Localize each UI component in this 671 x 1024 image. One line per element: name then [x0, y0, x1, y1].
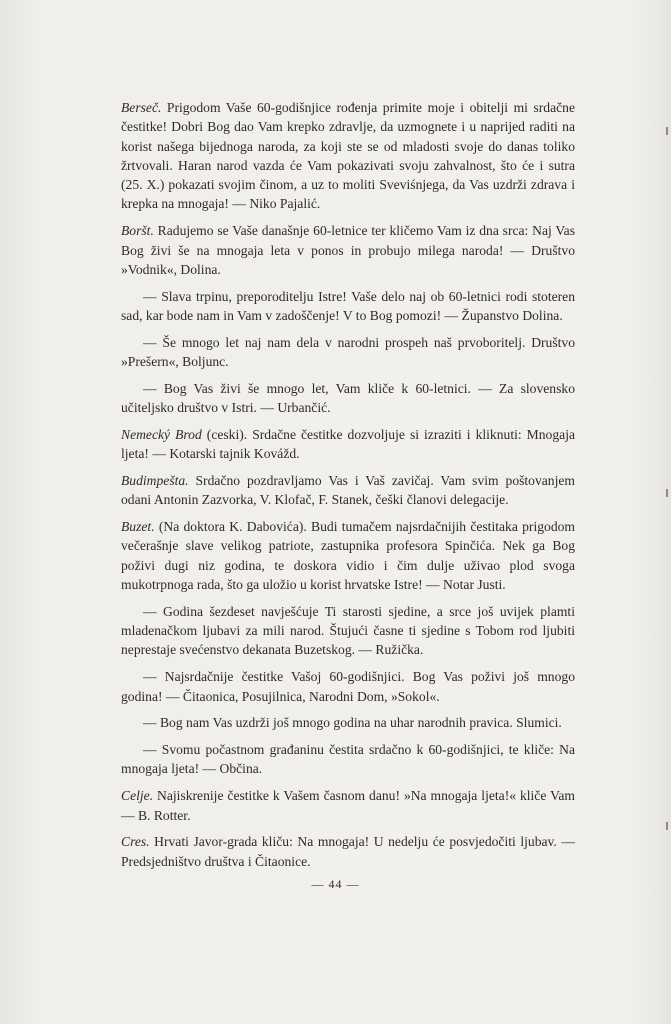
scan-edge-mark: [666, 822, 668, 830]
scan-edge-mark: [666, 127, 668, 135]
entry-text: Prigodom Vaše 60-godišnjice rođenja primite moje i obitelji mi srdačne čestitke! Dobri Bog dao Vam krepko zdravlje, da uzmognete i u naprijed raditi na korist našega bijednoga naroda, za koji ste se od mladosti svoje do danas toliko žrtvovali. Haran narod vazda će Vam pokazivati svoju zahvalnost, što će i sutra (25. X.) pokazati svojim činom, a uz to moliti Sveviśnjega, da Vas uzdrži zdrava i krepka na mnogaja! — Niko Pajalić.: [121, 100, 575, 212]
entry-citaonica: [121, 667, 575, 706]
telegram-list: [121, 98, 575, 878]
entry-text: — Svomu počastnom građaninu čestita srdačno k 60-godišnjici, te kliče: Na mnogaja ljeta! — Občina.: [121, 742, 575, 777]
entry-cres: [121, 832, 575, 871]
entry-boljunc: [121, 333, 575, 372]
page-number: — 44 —: [311, 877, 360, 891]
entry-place: Celje.: [121, 788, 154, 804]
scan-edge-mark: [666, 489, 668, 497]
entry-budimpesta: [121, 471, 575, 510]
entry-place: Budimpešta.: [121, 473, 189, 489]
entry-text: Srdačno pozdravljamo Vas i Vaš zavičaj. Vam svim poštovanjem odani Antonin Zazvorka, V. Klofač, F. Stanek, češki članovi delegacije.: [121, 473, 575, 508]
entry-text: — Godina šezdeset navješćuje Ti starosti sjedine, a srce još uvijek plamti mladenačkom ljubavi za mili narod. Štujući časne ti sjedine s Tobom rod ljubiti neprestaje svećenstvo dekanata Buzetskog. — Ružička.: [121, 603, 575, 658]
entry-urbancic: [121, 379, 575, 418]
entry-ruzicka: [121, 602, 575, 660]
entry-obcina: [121, 740, 575, 779]
entry-celje: [121, 786, 575, 825]
entry-place: Berseč.: [121, 100, 162, 115]
entry-bersec: [121, 98, 575, 214]
entry-place: Buzet.: [121, 519, 155, 535]
entry-slumici: [121, 713, 575, 732]
entry-nemecky-brod: [121, 425, 575, 464]
entry-text: Hrvati Javor-grada kliču: Na mnogaja! U nedelju će posvjedočiti ljubav. — Predsjedništvo društva i Čitaonice.: [121, 834, 575, 869]
entry-text: — Še mnogo let naj nam dela v narodni prospeh naš prvoboritelj. Društvo »Prešern«, Boljunc.: [121, 334, 575, 370]
entry-text: — Slava trpinu, preporoditelju Istre! Vaše delo naj ob 60-letnici rodi stoteren sad, kar bode nam in Vam v zadoščenje! V to Bog pomozi! — Županstvo Dolina.: [121, 288, 575, 323]
entry-text: Radujemo se Vaše današnje 60-letnice ter kličemo Vam iz dna srca: Naj Vas Bog živi še na mnogaja leta v ponos in probujo milega naroda! — Društvo »Vodnik«, Dolina.: [121, 223, 575, 277]
entry-buzet: [121, 517, 575, 594]
entry-text: (Na doktora K. Dabovića). Budi tumačem najsrdačnijih čestitaka prigodom večerašnje slave velikog patriote, zastupnika profesora Spinčića. Nek ga Bog poživi dugi niz godina, te doskora vidio i čim dulje uživao plod svoga mukotrpnoga rada, što ga uložio u korist hrvatske Istre! — Notar Justi.: [121, 519, 575, 593]
entry-text: Najiskrenije čestitke k Vašem časnom danu! »Na mnogaja ljeta!« kliče Vam — B. Rotter.: [121, 788, 575, 823]
entry-text: — Najsrdačnije čestitke Vašoj 60-godišnjici. Bog Vas poživi još mnogo godina! — Čitaonica, Posujilnica, Narodni Dom, »Sokol«.: [121, 669, 575, 704]
entry-place: Boršt.: [121, 223, 154, 239]
entry-text: — Bog Vas živi še mnogo let, Vam kliče k 60-letnici. — Za slovensko učiteljsko društvo v Istri. — Urbančić.: [121, 380, 575, 416]
entry-place: Nemecký Brod: [121, 426, 202, 442]
entry-text: — Bog nam Vas uzdrži još mnogo godina na uhar narodnih pravica. Slumici.: [143, 715, 562, 731]
entry-text: (ceski). Srdačne čestitke dozvoljuje si izraziti i kliknuti: Mnogaja ljeta! — Kotarski tajnik Kovážd.: [121, 426, 575, 462]
entry-dolina: [121, 287, 575, 326]
entry-borst: [121, 221, 575, 279]
entry-place: Cres.: [121, 834, 150, 850]
